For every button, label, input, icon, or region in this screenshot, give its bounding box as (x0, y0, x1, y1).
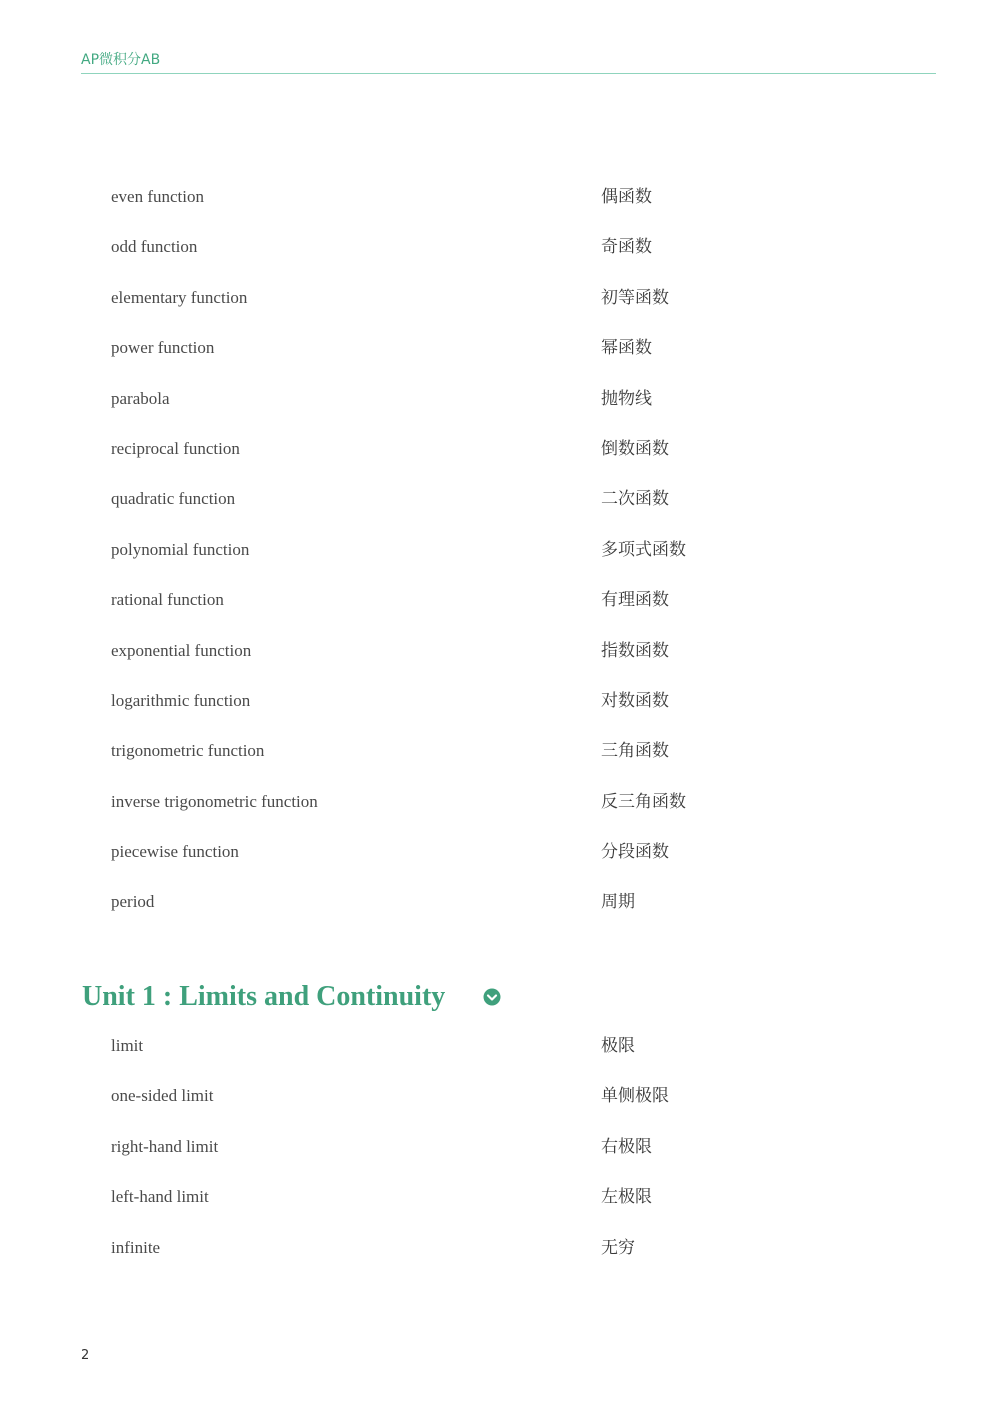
vocab-row (111, 338, 811, 388)
term-english: polynomial function (111, 539, 250, 559)
term-chinese: 极限 (601, 1036, 635, 1056)
term-english: right-hand limit (111, 1136, 219, 1156)
term-chinese: 反三角函数 (601, 791, 686, 812)
term-english: left-hand limit (111, 1187, 209, 1207)
term-chinese: 奇函数 (601, 237, 652, 258)
vocab-row (111, 792, 811, 842)
term-english: infinite (111, 1237, 161, 1257)
vocab-row (111, 842, 811, 892)
term-english: elementary function (111, 287, 248, 307)
term-english: rational function (111, 590, 224, 610)
term-english: trigonometric function (111, 741, 265, 761)
page-header (81, 50, 936, 74)
term-chinese: 偶函数 (601, 187, 652, 207)
term-chinese: 倒数函数 (601, 438, 669, 459)
term-chinese: 抛物线 (601, 388, 652, 409)
header-title: AP微积分AB (81, 52, 161, 68)
vocab-row (111, 540, 811, 590)
term-chinese: 有理函数 (601, 590, 669, 611)
term-chinese: 多项式函数 (601, 539, 686, 560)
vocab-row (111, 691, 811, 741)
vocab-row (111, 489, 811, 539)
unit-heading (82, 979, 501, 1015)
term-english: power function (111, 338, 215, 358)
vocab-row (111, 187, 811, 237)
vocab-row (111, 237, 811, 287)
vocab-list-unit1 (111, 1036, 811, 1288)
term-chinese: 指数函数 (601, 640, 669, 661)
vocab-row (111, 389, 811, 439)
vocab-row (111, 1238, 811, 1288)
term-chinese: 左极限 (601, 1187, 652, 1208)
term-chinese: 单侧极限 (601, 1086, 669, 1107)
page-number: 2 (81, 1348, 90, 1363)
term-english: logarithmic function (111, 690, 251, 710)
term-english: inverse trigonometric function (111, 791, 318, 811)
vocab-row (111, 288, 811, 338)
term-chinese: 三角函数 (601, 741, 669, 762)
term-english: quadratic function (111, 489, 236, 509)
term-english: piecewise function (111, 842, 239, 862)
term-chinese: 右极限 (601, 1136, 652, 1157)
term-english: parabola (111, 388, 170, 408)
vocab-row (111, 1137, 811, 1187)
vocab-row (111, 1187, 811, 1237)
term-english: even function (111, 187, 204, 206)
vocab-row (111, 439, 811, 489)
term-english: one-sided limit (111, 1086, 214, 1106)
vocab-row (111, 1036, 811, 1086)
term-chinese: 分段函数 (601, 842, 669, 863)
term-chinese: 周期 (601, 892, 635, 913)
term-english: limit (111, 1036, 144, 1055)
check-circle-icon[interactable] (483, 988, 501, 1006)
term-chinese: 对数函数 (601, 690, 669, 711)
vocab-row (111, 741, 811, 791)
vocab-row (111, 892, 811, 942)
term-english: period (111, 892, 155, 912)
term-english: odd function (111, 237, 198, 257)
unit-title: Unit 1 : Limits and Continuity (82, 981, 446, 1012)
vocab-row (111, 1086, 811, 1136)
term-chinese: 无穷 (601, 1237, 635, 1258)
term-chinese: 初等函数 (601, 287, 669, 308)
vocab-list-intro (111, 187, 811, 943)
term-english: exponential function (111, 640, 252, 660)
vocab-row (111, 641, 811, 691)
vocab-row (111, 590, 811, 640)
term-english: reciprocal function (111, 438, 240, 458)
term-chinese: 幂函数 (601, 338, 652, 359)
term-chinese: 二次函数 (601, 489, 669, 510)
